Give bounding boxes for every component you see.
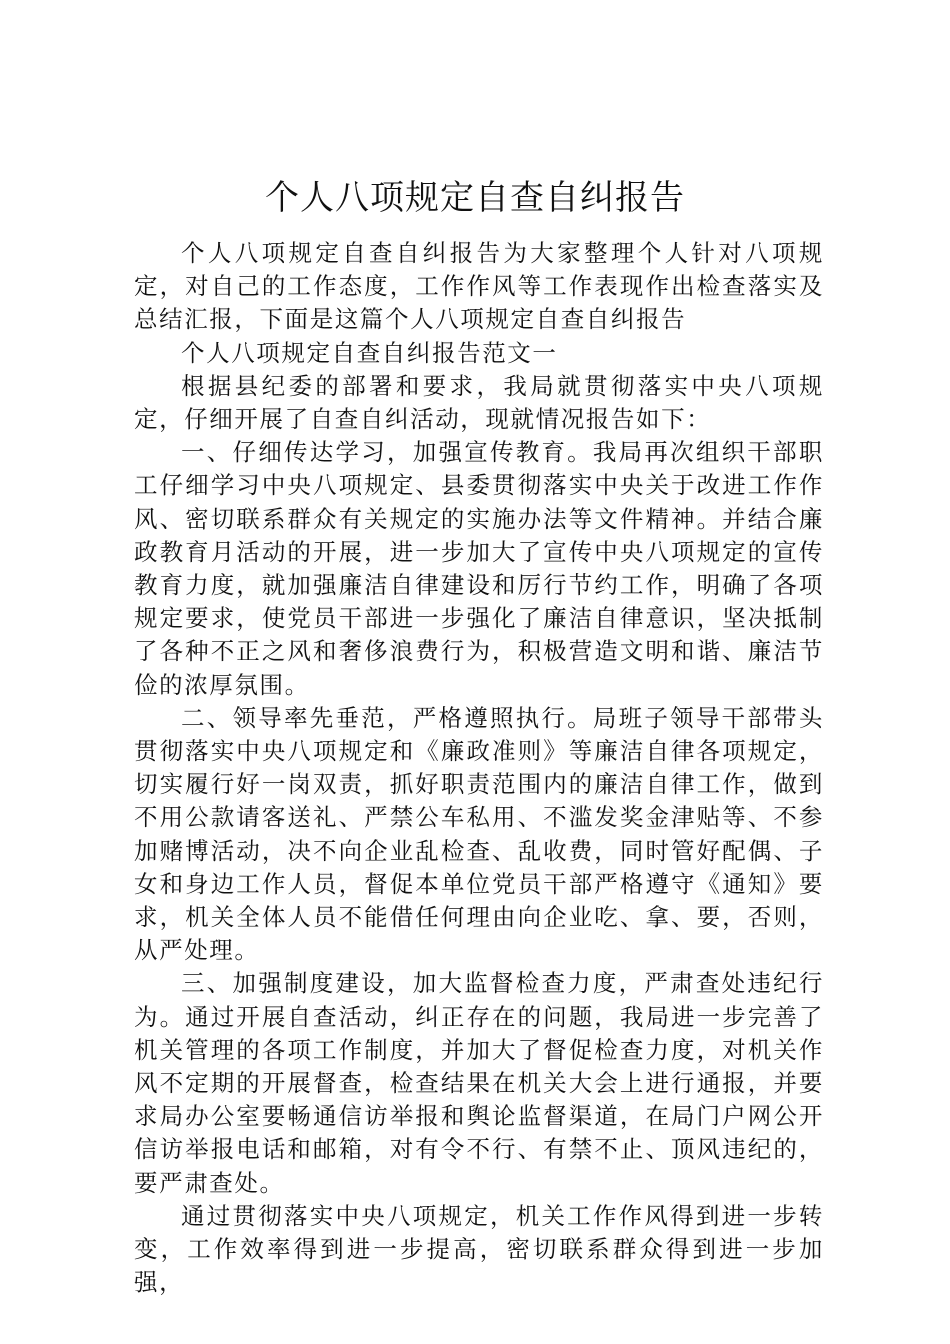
document-body bbox=[134, 237, 824, 1300]
paragraph-sample-heading: 个人八项规定自查自纠报告范文一 bbox=[181, 338, 558, 367]
paragraph-conclusion: 通过贯彻落实中央八项规定，机关工作作风得到进一步转变，工作效率得到进一步提高，密切联系群众得到进一步加强， bbox=[134, 1201, 824, 1297]
paragraph-section-two: 二、领导率先垂范，严格遵照执行。局班子领导干部带头贯彻落实中央八项规定和《廉政准则》等廉洁自律各项规定，切实履行好一岗双责，抓好职责范围内的廉洁自律工作，做到不用公款请客送礼、严禁公车私用、不滥发奖金津贴等、不参加赌博活动，决不向企业乱检查、乱收费，同时管好配偶、子女和身边工作人员，督促本单位党员干部严格遵守《通知》要求，机关全体人员不能借任何理由向企业吃、拿、要，否则，从严处理。 bbox=[134, 703, 824, 965]
paragraph-intro: 个人八项规定自查自纠报告为大家整理个人针对八项规定，对自己的工作态度，工作作风等工作表现作出检查落实及总结汇报，下面是这篇个人八项规定自查自纠报告 bbox=[134, 239, 824, 334]
paragraph-section-three: 三、加强制度建设，加大监督检查力度，严肃查处违纪行为。通过开展自查活动，纠正存在的问题，我局进一步完善了机关管理的各项工作制度，并加大了督促检查力度，对机关作风不定期的开展督查，检查结果在机关大会上进行通报，并要求局办公室要畅通信访举报和舆论监督渠道，在局门户网公开信访举报电话和邮箱，对有令不行、有禁不止、顶风违纪的，要严肃查处。 bbox=[134, 969, 824, 1197]
paragraph-opening: 根据县纪委的部署和要求，我局就贯彻落实中央八项规定，仔细开展了自查自纠活动，现就情况报告如下： bbox=[134, 371, 824, 434]
document-title: 个人八项规定自查自纠报告 bbox=[265, 178, 685, 218]
paragraph-section-one: 一、仔细传达学习，加强宣传教育。我局再次组织干部职工仔细学习中央八项规定、县委贯彻落实中央关于改进工作作风、密切联系群众有关规定的实施办法等文件精神。并结合廉政教育月活动的开展，进一步加大了宣传中央八项规定的宣传教育力度，就加强廉洁自律建设和厉行节约工作，明确了各项规定要求，使党员干部进一步强化了廉洁自律意识，坚决抵制了各种不正之风和奢侈浪费行为，积极营造文明和谐、廉洁节俭的浓厚氛围。 bbox=[134, 438, 824, 699]
